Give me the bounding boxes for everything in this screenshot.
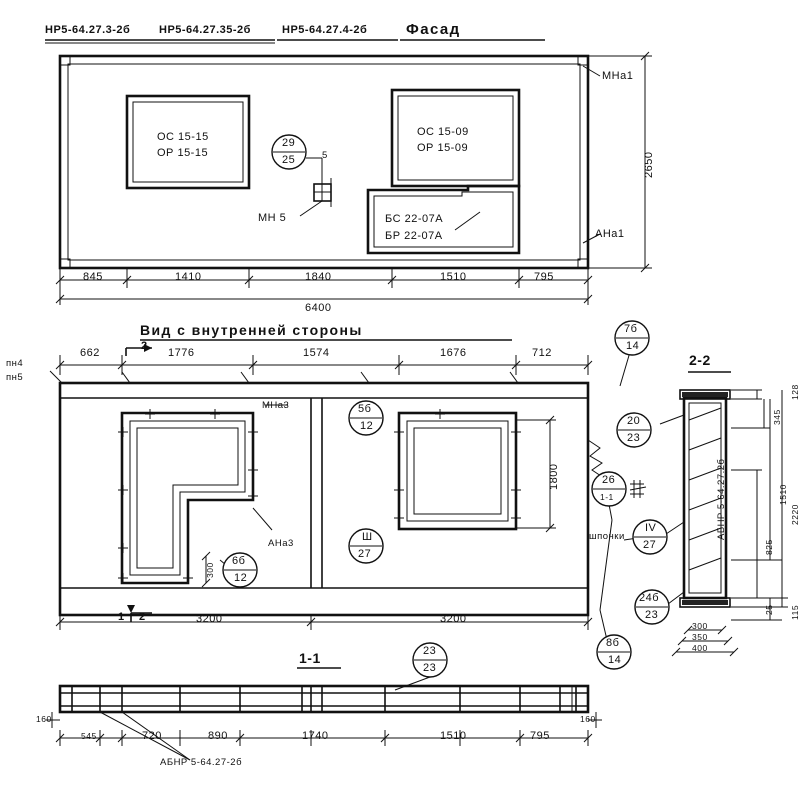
- sec22-dim-25: 25: [764, 604, 774, 615]
- sec22-dim-825: 825: [764, 539, 774, 555]
- section-mark-2: 2: [141, 340, 148, 352]
- sec22-dim-115: 115: [790, 604, 800, 620]
- sec11-dim-890: 890: [208, 730, 228, 742]
- section-mark-1-left: 1: [118, 611, 125, 623]
- balloon-7b-bottom: 14: [626, 340, 640, 352]
- balloon-20-bottom: 23: [627, 432, 641, 444]
- inner-dim-right: 1800: [548, 463, 560, 490]
- balloon-24b-bottom: 23: [645, 609, 659, 621]
- balloon-5b-top: 5б: [358, 403, 372, 415]
- sec11-dim-795: 795: [530, 730, 550, 742]
- balloon-29-bottom: 25: [282, 154, 296, 166]
- balloon-5b-bottom: 12: [360, 420, 374, 432]
- facade-dim-3: 1840: [305, 271, 332, 283]
- balcony-block-line1: БС 22-07А: [385, 213, 444, 225]
- inner-dim-4: 1676: [440, 347, 467, 359]
- title-mark-3: НР5-64.27.4-2б: [282, 24, 368, 36]
- window-right-line1: ОС 15-09: [417, 126, 469, 138]
- inner-view-title: Вид с внутренней стороны: [140, 322, 363, 338]
- facade-dim-4: 1510: [440, 271, 467, 283]
- balloon-iv-top: IV: [645, 522, 657, 534]
- inner-dim-3: 1574: [303, 347, 330, 359]
- section-2-2-panel-mark: АБНР 5-64.27.2б: [716, 458, 727, 540]
- inner-dim-5: 712: [532, 347, 552, 359]
- label-ana1: АНа1: [595, 228, 625, 240]
- facade-dim-height: 2650: [643, 151, 655, 178]
- sec11-dim-160-right: 160: [580, 714, 596, 724]
- sec11-dim-1510: 1510: [440, 730, 467, 742]
- sec22-dim-2220: 2220: [790, 504, 800, 525]
- balloon-iii-top: Ш: [362, 531, 373, 543]
- balloon-iii-bottom: 27: [358, 548, 372, 560]
- facade-dim-5: 795: [534, 271, 554, 283]
- title-mark-1: НР5-64.27.3-2б: [45, 24, 131, 36]
- sec22-dim-1510: 1510: [778, 484, 788, 505]
- balloon-29-top: 29: [282, 137, 296, 149]
- window-left-line1: ОС 15-15: [157, 131, 209, 143]
- sec11-dim-160-left: 160: [36, 714, 52, 724]
- balloon-iv-bottom: 27: [643, 539, 657, 551]
- inner-dim-bottom-1: 3200: [196, 613, 223, 625]
- label-leader-5: 5: [322, 150, 328, 161]
- balloon-8b-bottom: 14: [608, 654, 622, 666]
- label-shponki: шпонки: [589, 531, 625, 542]
- label-pn4: пн4: [6, 358, 24, 369]
- balloon-23-top: 23: [423, 645, 437, 657]
- balloon-6b-top: 6б: [232, 555, 246, 567]
- sec22-dim-350: 350: [692, 632, 708, 642]
- facade-title: Фасад: [406, 21, 461, 38]
- balloon-7b-top: 7б: [624, 323, 638, 335]
- balloon-26-top: 26: [602, 474, 616, 486]
- window-left-line2: ОР 15-15: [157, 147, 209, 159]
- facade-dim-1: 845: [83, 271, 103, 283]
- balloon-8b-top: 8б: [606, 637, 620, 649]
- sec11-dim-1740: 1740: [302, 730, 329, 742]
- sec22-dim-400: 400: [692, 643, 708, 653]
- label-pn5: пн5: [6, 372, 24, 383]
- balloon-24b-top: 24б: [639, 592, 660, 604]
- inner-dim-300: 300: [205, 562, 215, 578]
- section-2-2-title: 2-2: [689, 352, 711, 368]
- balloon-20-top: 20: [627, 415, 641, 427]
- sec11-dim-720: 720: [142, 730, 162, 742]
- balloon-26-bottom: 1-1: [600, 492, 614, 502]
- sec22-dim-300: 300: [692, 621, 708, 631]
- title-mark-2: НР5-64.27.35-2б: [159, 24, 251, 36]
- balloon-23-bottom: 23: [423, 662, 437, 674]
- balloon-6b-bottom: 12: [234, 572, 248, 584]
- section-1-1-title: 1-1: [299, 650, 321, 666]
- inner-dim-2: 1776: [168, 347, 195, 359]
- sec22-dim-345: 345: [772, 409, 782, 425]
- section-mark-1-right: 2: [139, 611, 146, 623]
- sec11-dim-545: 545: [81, 731, 97, 741]
- label-mn5: МН 5: [258, 212, 287, 224]
- facade-dim-2: 1410: [175, 271, 202, 283]
- sec22-dim-128: 128: [790, 384, 800, 400]
- facade-dim-total: 6400: [305, 302, 332, 314]
- label-mna3: МНа3: [262, 400, 290, 411]
- label-ana3: АНа3: [268, 538, 294, 549]
- inner-dim-bottom-2: 3200: [440, 613, 467, 625]
- label-mna1: МНа1: [602, 70, 634, 82]
- sec11-panel-mark: АБНР 5-64.27-2б: [160, 757, 243, 768]
- window-right-line2: ОР 15-09: [417, 142, 469, 154]
- inner-dim-1: 662: [80, 347, 100, 359]
- balcony-block-line2: БР 22-07А: [385, 230, 443, 242]
